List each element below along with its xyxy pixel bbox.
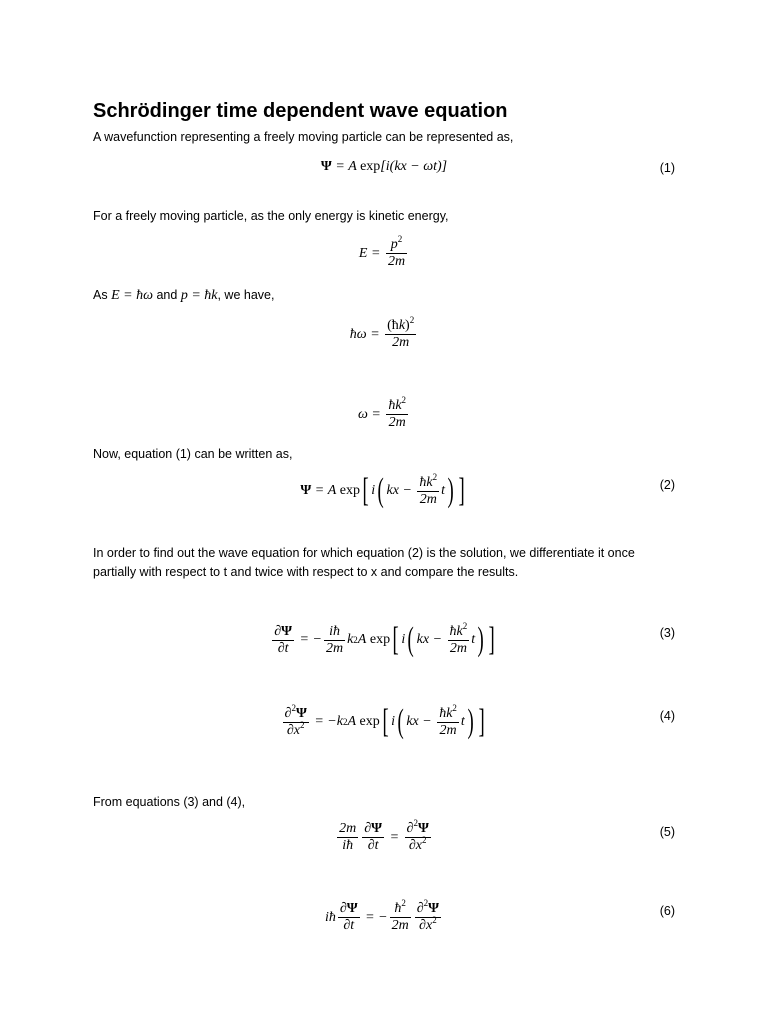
equation-omega: ω = $\frac{ħk^2}{2m}$ [357, 395, 407, 430]
paragraph-from: From equations (3) and (4), [93, 795, 246, 809]
paragraph-as [93, 286, 274, 305]
equation-number-6: (6) [659, 904, 675, 918]
paragraph-order-line-2: partially with respect to t and twice with respect to x and compare the results. [93, 565, 519, 579]
paragraph-free-particle: For a freely moving particle, as the only energy is kinetic energy, [93, 209, 449, 223]
equation-number-1: (1) [659, 161, 675, 175]
equation-number-2: (2) [659, 478, 675, 492]
equation-6: i ħ $\frac{\partial\Psi}{\partial t}$ = − $\frac{ħ^2}{2m}$ $\frac{\partial^2\Psi}{\partial x^2}$ [324, 898, 440, 933]
equation-number-3: (3) [659, 626, 675, 640]
paragraph-now: Now, equation (1) can be written as, [93, 447, 293, 461]
equation-kinetic-energy: E = $\frac{p^2}{2m}$ [358, 234, 406, 269]
inline-math-momentum: p = ħk [180, 288, 218, 303]
equation-4: $\frac{\partial^2\Psi}{\partial x^2}$ = − k 2 A exp [ i ( kx − $\frac{ħk^2}{2m}$ t ) ] [284, 702, 485, 740]
as-suffix-text: , we have, [217, 288, 275, 302]
equation-number-4: (4) [659, 709, 675, 723]
inline-math-energy: E = ħω [111, 288, 153, 303]
paragraph-order-line-1: In order to find out the wave equation for which equation (2) is the solution, we differentiate it once [93, 546, 635, 560]
page-title: Schrödinger time dependent wave equation [93, 100, 508, 122]
equation-5: $\frac{2m}{iħ}$ $\frac{\partial\Psi}{\partial t}$ = $\frac{\partial^2\Psi}{\partial x^2}$ [339, 818, 429, 853]
equation-2: Ψ = A exp [ i ( kx − $\frac{ħk^2}{2m}$ t ) ] [300, 471, 466, 509]
equation-3: $\frac{\partial\Psi}{\partial t}$ = − $\frac{iħ}{2m}$ k 2 A exp [ i ( kx − $\frac{ħk^2}{2m}$ t ) ] [274, 620, 496, 658]
equation-number-5: (5) [659, 825, 675, 839]
as-and-text: and [156, 288, 178, 302]
equation-hbar-omega: ħ ω = $\frac{(ħk)^2}{2m}$ [349, 315, 415, 350]
as-prefix-text: As [93, 288, 108, 302]
paragraph-intro: A wavefunction representing a freely moving particle can be represented as, [93, 130, 514, 144]
equation-1: Ψ = A exp[i(kx − ωt)] [320, 159, 448, 174]
